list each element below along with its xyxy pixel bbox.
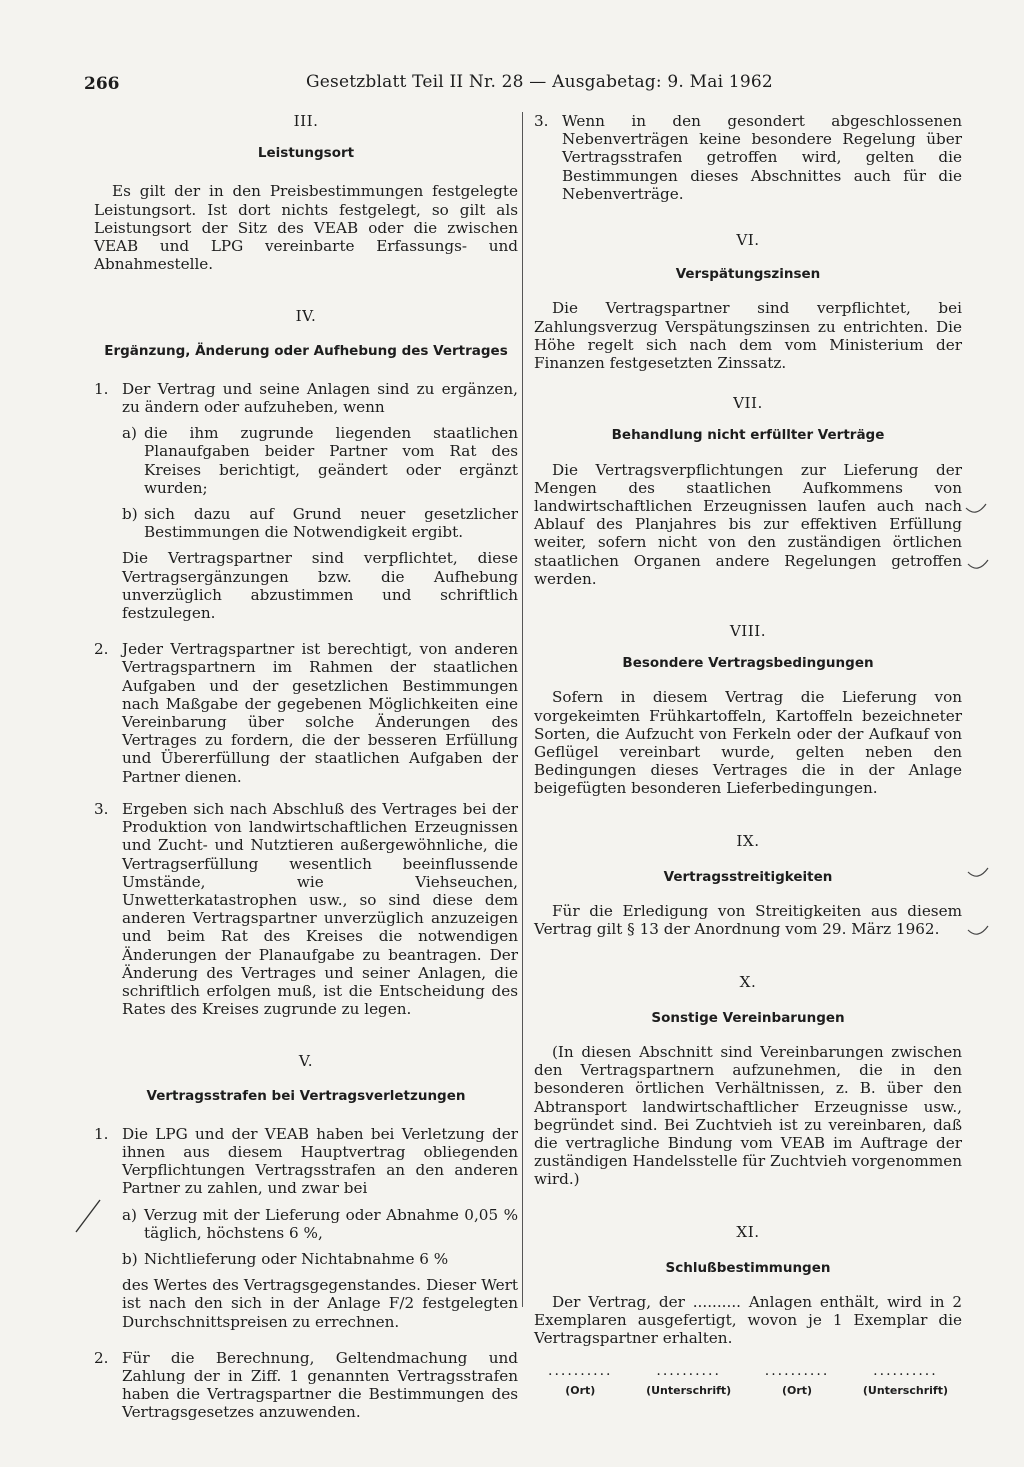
sub-item-text: die ihm zugrunde liegenden staatlichen Planaufgaben beider Partner vom Rat des Kreises berichtigt, geändert oder ergänzt wurden;	[144, 424, 518, 497]
item-text: Die LPG und der VEAB haben bei Verletzung der ihnen aus diesem Hauptvertrag obliegenden Verpflichtungen Vertragsstrafen an den anderen Partner zu zahlen, und zwar bei	[122, 1124, 518, 1198]
section-x	[534, 973, 962, 1189]
margin-tick-mark	[966, 924, 992, 940]
item-number: 1.	[94, 1124, 109, 1143]
item-text: Wenn in den gesondert abgeschlossenen Nebenverträgen keine besondere Regelung über Vertragsstrafen getroffen wird, gelten die Bestimmungen dieses Abschnittes auch für die Nebenverträge.	[562, 112, 962, 203]
section-vi	[534, 231, 962, 372]
section-numeral: VII.	[733, 394, 763, 413]
section-v	[94, 1052, 518, 1421]
signature-dots: ..........	[548, 1362, 613, 1379]
section-text: (In diesen Abschnitt sind Vereinbarungen zwischen den Vertragspartnern aufzunehmen, die in den besonderen örtlichen Verhältnissen, z. B. über den Abtransport landwirtschaftlicher Erzeugnisse usw., begründet sind. Bei Zuchtvieh ist zu vereinbaren, daß die vertragliche Bindung vom VEAB im Auftrage der zuständigen Handelsstelle für Zuchtvieh vorgenommen wird.)	[534, 1042, 962, 1189]
sub-item	[122, 1206, 518, 1242]
section-text: Die Vertragsverpflichtungen zur Lieferung der Mengen des staatlichen Aufkommens von landwirtschaftlichen Erzeugnissen laufen auch nach Ablauf des Planjahres bis zur effektiven Erfüllung weiter, sofern nicht von den zuständigen örtlichen staatlichen Organen andere Regelungen getroffen werden.	[534, 460, 962, 588]
section-text: Es gilt der in den Preisbestimmungen festgelegte Leistungsort. Ist dort nichts festgelegt, so gilt als Leistungsort der Sitz des VEAB oder die zwischen VEAB und LPG vereinbarte Erfassungs- und Abnahmestelle.	[94, 182, 518, 274]
list-item	[94, 380, 518, 626]
signature-label: (Unterschrift)	[646, 1383, 732, 1397]
section-heading: Leistungsort	[257, 145, 355, 162]
section-ix	[534, 832, 962, 939]
item-text: Ergeben sich nach Abschluß des Vertrages bei der Produktion von landwirtschaftlichen Erzeugnissen und Zucht- und Nutztieren außergewöhnliche, die Vertragserfüllung wesentlich beeinflussende Umstände, wie Viehseuchen, Unwetterkatastrophen usw., so sind diese dem anderen Vertragspartner unverzüglich anzuzeigen und beim Rat des Kreises die notwendigen Änderungen der Planaufgabe zu beantragen. Der Änderung des Vertrages und seiner Anlagen, die schriftlich erfolgen muß, ist die Entscheidung des Rates des Kreises zugrunde zu legen.	[122, 799, 518, 1019]
section-heading: Ergänzung, Änderung oder Aufhebung des Vertrages	[104, 342, 508, 359]
signature-field-place-2	[765, 1364, 830, 1400]
section-text: Die Vertragspartner sind verpflichtet, bei Zahlungsverzug Verspätungszinsen zu entrichten. Die Höhe regelt sich nach dem vom Ministerium der Finanzen festgesetzten Zinssatz.	[534, 299, 962, 373]
section-heading: Verspätungszinsen	[675, 266, 821, 283]
running-head: Gesetzblatt Teil II Nr. 28 — Ausgabetag: 9. Mai 1962	[306, 72, 773, 92]
sub-item-letter: b)	[122, 505, 138, 524]
pencil-stroke-mark	[70, 1196, 110, 1236]
section-heading: Schlußbestimmungen	[665, 1259, 831, 1276]
item-number: 1.	[94, 379, 109, 398]
section-numeral: VI.	[736, 231, 760, 250]
signature-field-signature-2	[863, 1364, 948, 1400]
item-text: Jeder Vertragspartner ist berechtigt, von anderen Vertragspartnern im Rahmen der staatlichen Aufgaben und der gesetzlichen Bestimmungen nach Maßgabe der gegebenen Möglichkeiten eine Vereinbarung über solche Änderungen des Vertrages zu fordern, die der besseren Erfüllung und Übererfüllung der staatlichen Aufgaben der Partner dienen.	[122, 640, 518, 786]
section-heading: Vertragsstreitigkeiten	[663, 868, 833, 885]
left-column	[94, 112, 518, 1436]
sub-item	[122, 424, 518, 497]
sub-item	[122, 1250, 518, 1268]
list-item	[94, 640, 518, 786]
section-numeral: IX.	[736, 831, 760, 850]
item-followup-text: Die Vertragspartner sind verpflichtet, diese Vertragsergänzungen bzw. die Aufhebung unverzüglich abzustimmen und schriftlich festzulegen.	[122, 549, 518, 623]
item-text: Der Vertrag und seine Anlagen sind zu ergänzen, zu ändern oder aufzuheben, wenn	[122, 379, 518, 417]
section-heading: Sonstige Vereinbarungen	[651, 1009, 845, 1026]
section-text: Sofern in diesem Vertrag die Lieferung von vorgekeimten Frühkartoffeln, Kartoffeln bezeichneter Sorten, die Aufzucht von Ferkeln oder der Aufkauf von Geflügel vereinbart wurde, gelten neben den Bedingungen dieses Vertrages die in der Anlage beigefügten besonderen Lieferbedingungen.	[534, 688, 962, 798]
list-item	[94, 800, 518, 1018]
section-iv	[94, 307, 518, 1018]
page-number: 266	[84, 74, 120, 94]
signature-label: (Ort)	[565, 1383, 596, 1397]
section-numeral: X.	[739, 972, 757, 991]
signature-dots: ..........	[873, 1362, 938, 1379]
section-numeral: IV.	[295, 307, 317, 326]
section-numeral: VIII.	[729, 622, 767, 641]
section-numeral: XI.	[736, 1222, 760, 1241]
section-iii	[94, 112, 518, 273]
sub-item-letter: a)	[122, 424, 137, 443]
item-number: 2.	[94, 1348, 109, 1367]
margin-tick-mark	[966, 558, 992, 574]
item-number: 3.	[94, 799, 109, 818]
sub-item-letter: b)	[122, 1249, 138, 1268]
list-item	[94, 1125, 518, 1335]
signature-field-place-1	[548, 1364, 613, 1400]
section-heading: Vertragsstrafen bei Vertragsverletzungen	[146, 1087, 466, 1104]
item-number: 3.	[534, 112, 549, 130]
section-text: Für die Erledigung von Streitigkeiten aus diesem Vertrag gilt § 13 der Anordnung vom 29. März 1962.	[534, 902, 962, 939]
signature-dots: ..........	[656, 1362, 721, 1379]
item-text: Für die Berechnung, Geltendmachung und Zahlung der in Ziff. 1 genannten Vertragsstrafen haben die Vertragspartner die Bestimmungen des Vertragsgesetzes anzuwenden.	[122, 1348, 518, 1422]
section-heading: Behandlung nicht erfüllter Verträge	[611, 427, 885, 444]
signature-label: (Unterschrift)	[862, 1383, 948, 1397]
margin-tick-mark	[966, 866, 992, 882]
right-column	[534, 112, 962, 1400]
list-item	[94, 1349, 518, 1422]
section-text: Der Vertrag, der .......... Anlagen enthält, wird in 2 Exemplaren ausgefertigt, wovon je 1 Exemplar die Vertragspartner erhalten.	[534, 1292, 962, 1348]
section-viii	[534, 622, 962, 798]
signature-row	[534, 1364, 962, 1400]
section-xi	[534, 1223, 962, 1400]
column-divider	[522, 112, 523, 1307]
section-vii	[534, 394, 962, 588]
sub-item-letter: a)	[122, 1205, 137, 1224]
section-heading: Besondere Vertragsbedingungen	[622, 655, 874, 672]
sub-item-text: sich dazu auf Grund neuer gesetzlicher Bestimmungen die Notwendigkeit ergibt.	[144, 505, 518, 542]
item-number: 2.	[94, 640, 109, 659]
sub-item-text: Nichtlieferung oder Nichtabnahme 6 %	[144, 1249, 449, 1268]
sub-item-text: Verzug mit der Lieferung oder Abnahme 0,05 % täglich, höchstens 6 %,	[144, 1205, 518, 1242]
margin-tick-mark	[964, 502, 990, 518]
signature-field-signature-1	[646, 1364, 731, 1400]
sub-item	[122, 505, 518, 541]
signature-label: (Ort)	[781, 1383, 813, 1397]
signature-dots: ..........	[764, 1362, 830, 1379]
item-followup-text: des Wertes des Vertragsgegenstandes. Dieser Wert ist nach den sich in der Anlage F/2 festgelegten Durchschnittspreisen zu errechnen.	[122, 1276, 518, 1331]
section-numeral: V.	[298, 1052, 314, 1071]
list-item	[534, 112, 962, 203]
section-numeral: III.	[293, 112, 319, 130]
